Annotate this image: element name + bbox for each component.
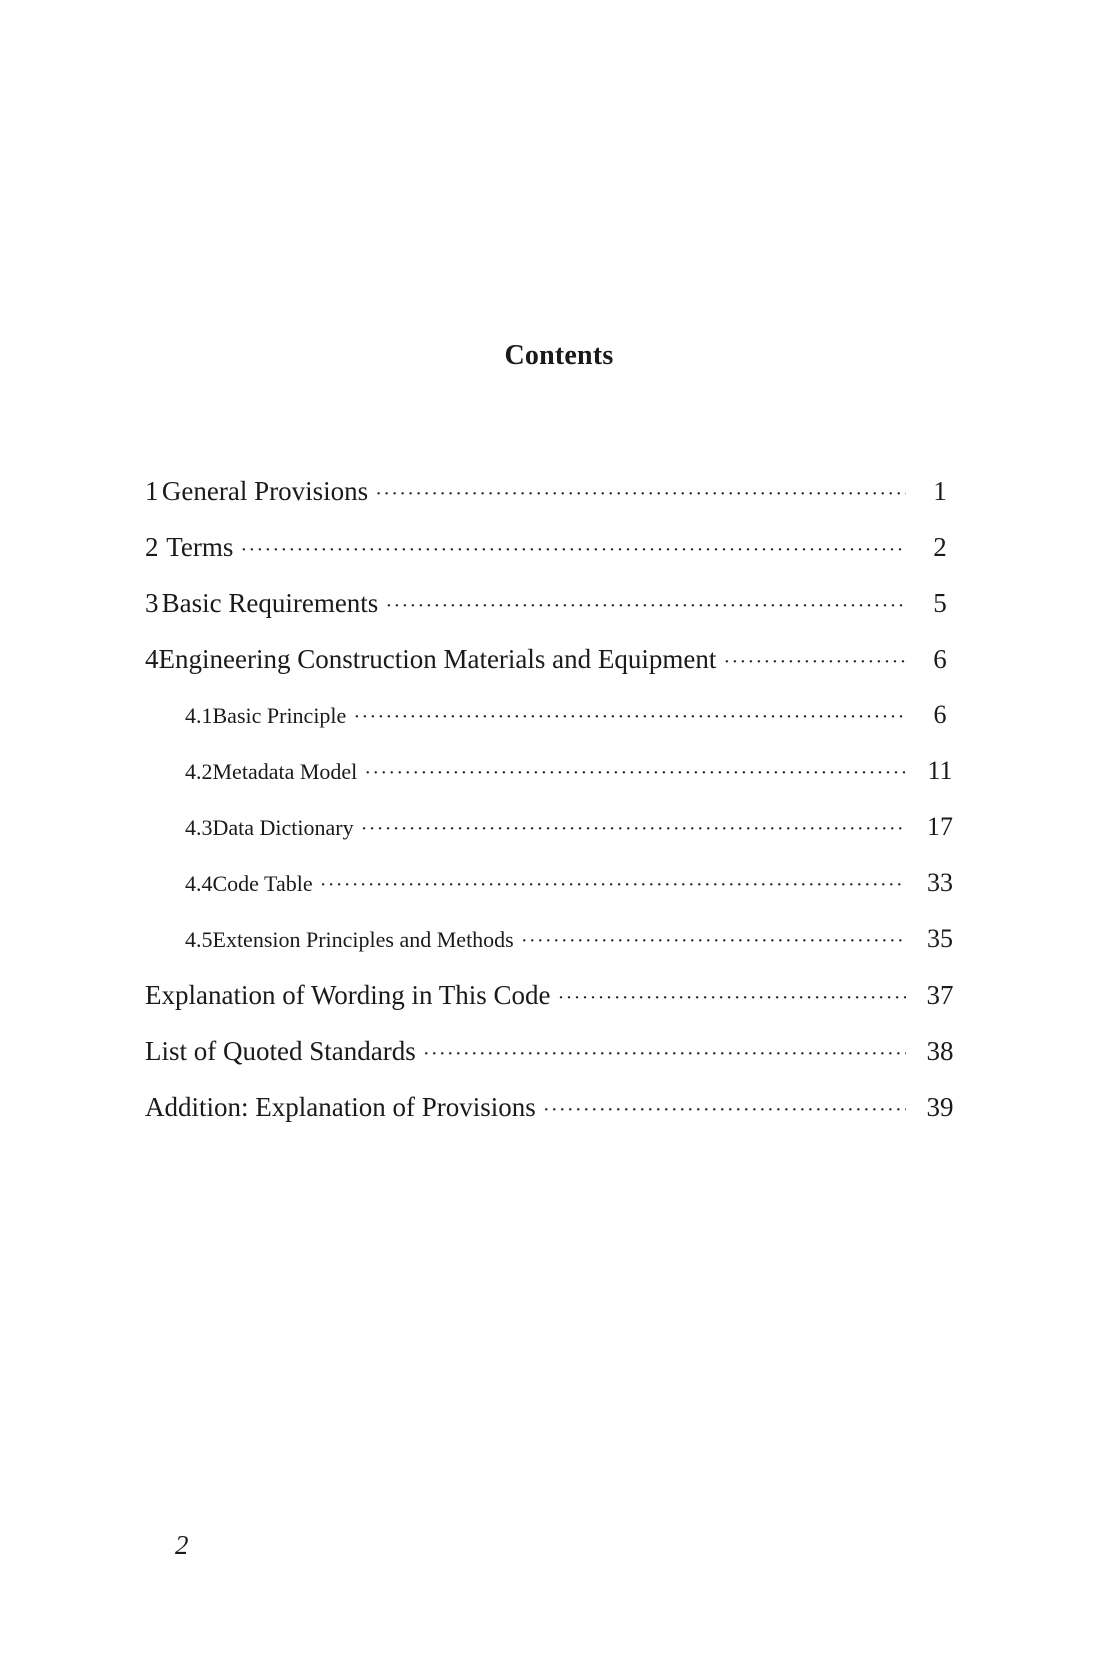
toc-entry-label: Metadata Model — [212, 759, 358, 784]
toc-entry-basic-principle[interactable] — [145, 700, 960, 756]
toc-dot-leader — [321, 877, 906, 894]
toc-entry-page: 6 — [933, 644, 947, 674]
toc-entry-label: Explanation of Wording in This Code — [145, 980, 551, 1010]
toc-entry-data-dictionary[interactable] — [145, 812, 960, 868]
toc-entry-label: Terms — [166, 532, 234, 562]
toc-entry-label: Data Dictionary — [212, 815, 354, 840]
toc-entry-number: 4.2 — [185, 759, 213, 784]
toc-entry-label: Extension Principles and Methods — [212, 927, 514, 952]
toc-entry-page: 5 — [933, 588, 947, 618]
toc-entry-label: General Provisions — [161, 476, 369, 506]
toc-entry-quoted-standards[interactable] — [145, 1036, 960, 1092]
toc-entry-explanation-of-provisions[interactable] — [145, 1092, 960, 1148]
toc-dot-leader — [724, 654, 906, 671]
toc-entry-page: 1 — [933, 476, 947, 506]
toc-entry-page: 37 — [926, 980, 954, 1010]
toc-entry-number: 4.4 — [185, 871, 213, 896]
toc-dot-leader — [354, 709, 906, 726]
toc-entry-number: 2 — [145, 532, 159, 562]
toc-entry-code-table[interactable] — [145, 868, 960, 924]
toc-dot-leader — [424, 1046, 906, 1063]
toc-dot-leader — [241, 542, 906, 559]
toc-entry-page: 35 — [927, 924, 953, 953]
toc-entry-terms[interactable] — [145, 532, 960, 588]
toc-entry-page: 11 — [927, 756, 953, 785]
toc-entry-basic-requirements[interactable] — [145, 588, 960, 644]
toc-entry-page: 38 — [926, 1036, 954, 1066]
toc-entry-page: 39 — [926, 1092, 954, 1122]
toc-entry-label: Engineering Construction Materials and Equipment — [158, 644, 717, 674]
toc-entry-label: List of Quoted Standards — [145, 1036, 416, 1066]
toc-entry-number: 4 — [145, 644, 159, 674]
toc-dot-leader — [362, 821, 906, 838]
toc-entry-label: Basic Requirements — [161, 588, 379, 618]
toc-dot-leader — [559, 990, 906, 1007]
toc-entry-number: 1 — [145, 476, 159, 506]
toc-dot-leader — [365, 765, 906, 782]
toc-entry-number: 4.5 — [185, 927, 213, 952]
toc-dot-leader — [376, 486, 906, 503]
toc-entry-page: 33 — [927, 868, 953, 897]
toc-entry-number: 4.1 — [185, 703, 213, 728]
toc-dot-leader — [544, 1102, 906, 1119]
toc-dot-leader — [386, 598, 906, 615]
toc-entry-number: 4.3 — [185, 815, 213, 840]
toc-entry-page: 2 — [933, 532, 947, 562]
toc-entry-page: 17 — [927, 812, 953, 841]
toc-entry-general-provisions[interactable] — [145, 476, 960, 532]
page-title: Contents — [504, 340, 614, 371]
toc-entry-extension-principles[interactable] — [145, 924, 960, 980]
table-of-contents — [145, 476, 960, 1148]
toc-dot-leader — [522, 933, 906, 950]
toc-entry-label: Basic Principle — [212, 703, 347, 728]
toc-entry-number: 3 — [145, 588, 159, 618]
toc-entry-explanation-of-wording[interactable] — [145, 980, 960, 1036]
toc-entry-metadata-model[interactable] — [145, 756, 960, 812]
toc-entry-engineering-materials[interactable] — [145, 644, 960, 700]
toc-entry-page: 6 — [933, 700, 947, 729]
toc-entry-label: Addition: Explanation of Provisions — [145, 1092, 536, 1122]
footer-page-number: 2 — [175, 1530, 189, 1560]
toc-entry-label: Code Table — [212, 871, 313, 896]
